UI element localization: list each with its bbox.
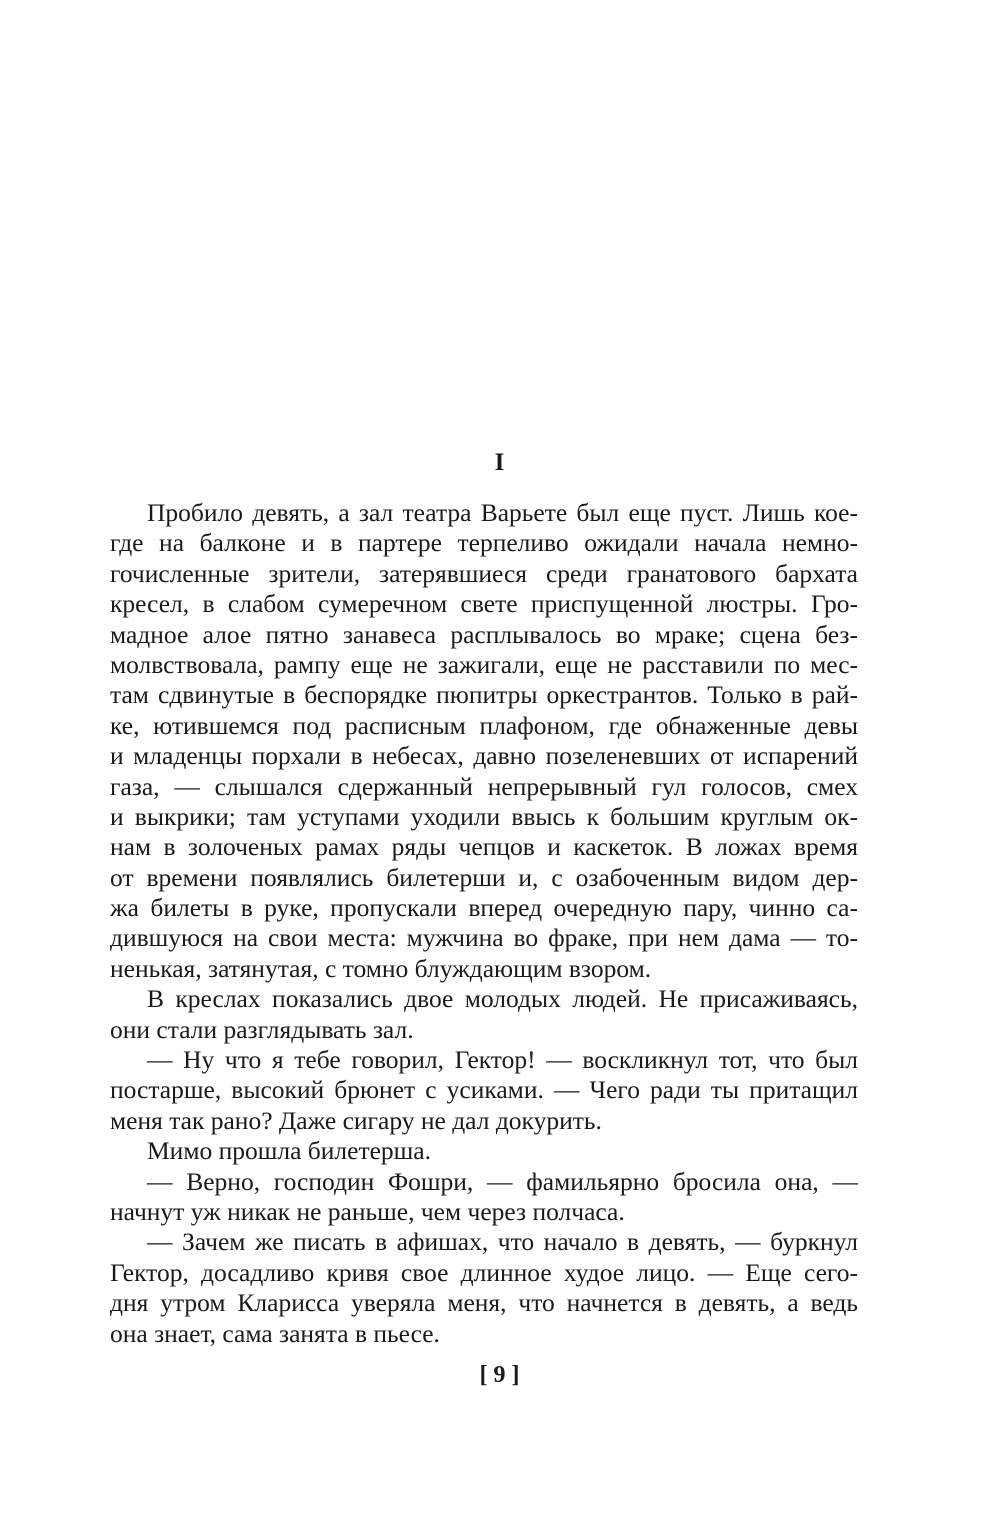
text-line: и выкрики; там уступами уходили ввысь к большим круглым ок- [110,801,858,831]
text-line: меня так рано? Даже сигару не дал докурить. [110,1105,602,1135]
text-line: дившуюся на свои места: мужчина во фраке, при нем дама — то- [110,923,858,953]
text-line: она знает, сама занята в пьесе. [110,1318,440,1348]
chapter-heading: I [494,449,505,476]
text-line: — Верно, господин Фошри, — фамильярно бросила она, — [147,1166,858,1196]
text-line: где на балконе и в партере терпеливо ожидали начала немно- [110,528,858,558]
text-line: ке, ютившемся под расписным плафоном, где обнаженные девы [110,710,858,740]
text-line: нам в золоченых рамах ряды чепцов и каскеток. В ложах время [110,832,858,862]
text-line: — Ну что я тебе говорил, Гектор! — воскликнул тот, что был [147,1045,858,1075]
text-line: там сдвинутые в беспорядке пюпитры оркестрантов. Только в рай- [110,680,858,710]
text-line: Пробило девять, а зал театра Варьете был еще пуст. Лишь кое- [147,498,858,527]
text-line: от времени появлялись билетерши и, с озабоченным видом дер- [110,862,858,892]
body-text [110,498,858,1349]
page-number: [ 9 ] [479,1362,520,1388]
text-line: — Зачем же писать в афишах, что начало в девять, — буркнул [147,1227,858,1257]
text-line: гочисленные зрители, затерявшиеся среди гранатового бархата [110,558,858,588]
text-line: они стали разглядывать зал. [110,1014,414,1044]
text-line: начнут уж никак не раньше, чем через полчаса. [110,1196,625,1226]
text-line: ненькая, затянутая, с томно блуждающим взором. [110,953,652,983]
text-line: кресел, в слабом сумеречном свете приспущенной люстры. Гро- [110,589,858,619]
text-line: мадное алое пятно занавеса расплывалось во мраке; сцена без- [110,619,858,649]
text-line: дня утром Кларисса уверяла меня, что начнется в девять, а ведь [110,1288,858,1318]
text-line: молвствовала, рампу еще не зажигали, еще не расставили по мес- [110,649,858,679]
text-line: Гектор, досадливо кривя свое длинное худое лицо. — Еще сего- [110,1257,858,1287]
text-line: постарше, высокий брюнет с усиками. — Чего ради ты притащил [110,1075,858,1105]
text-line: и младенцы порхали в небесах, давно позеленевших от испарений [110,741,858,771]
text-line: Мимо прошла билетерша. [147,1136,431,1166]
text-line: газа, — слышался сдержанный непрерывный гул голосов, смех [110,771,858,801]
text-line: В креслах показались двое молодых людей. Не присаживаясь, [147,984,858,1014]
text-line: жа билеты в руке, пропускали вперед очередную пару, чинно са- [110,893,858,923]
